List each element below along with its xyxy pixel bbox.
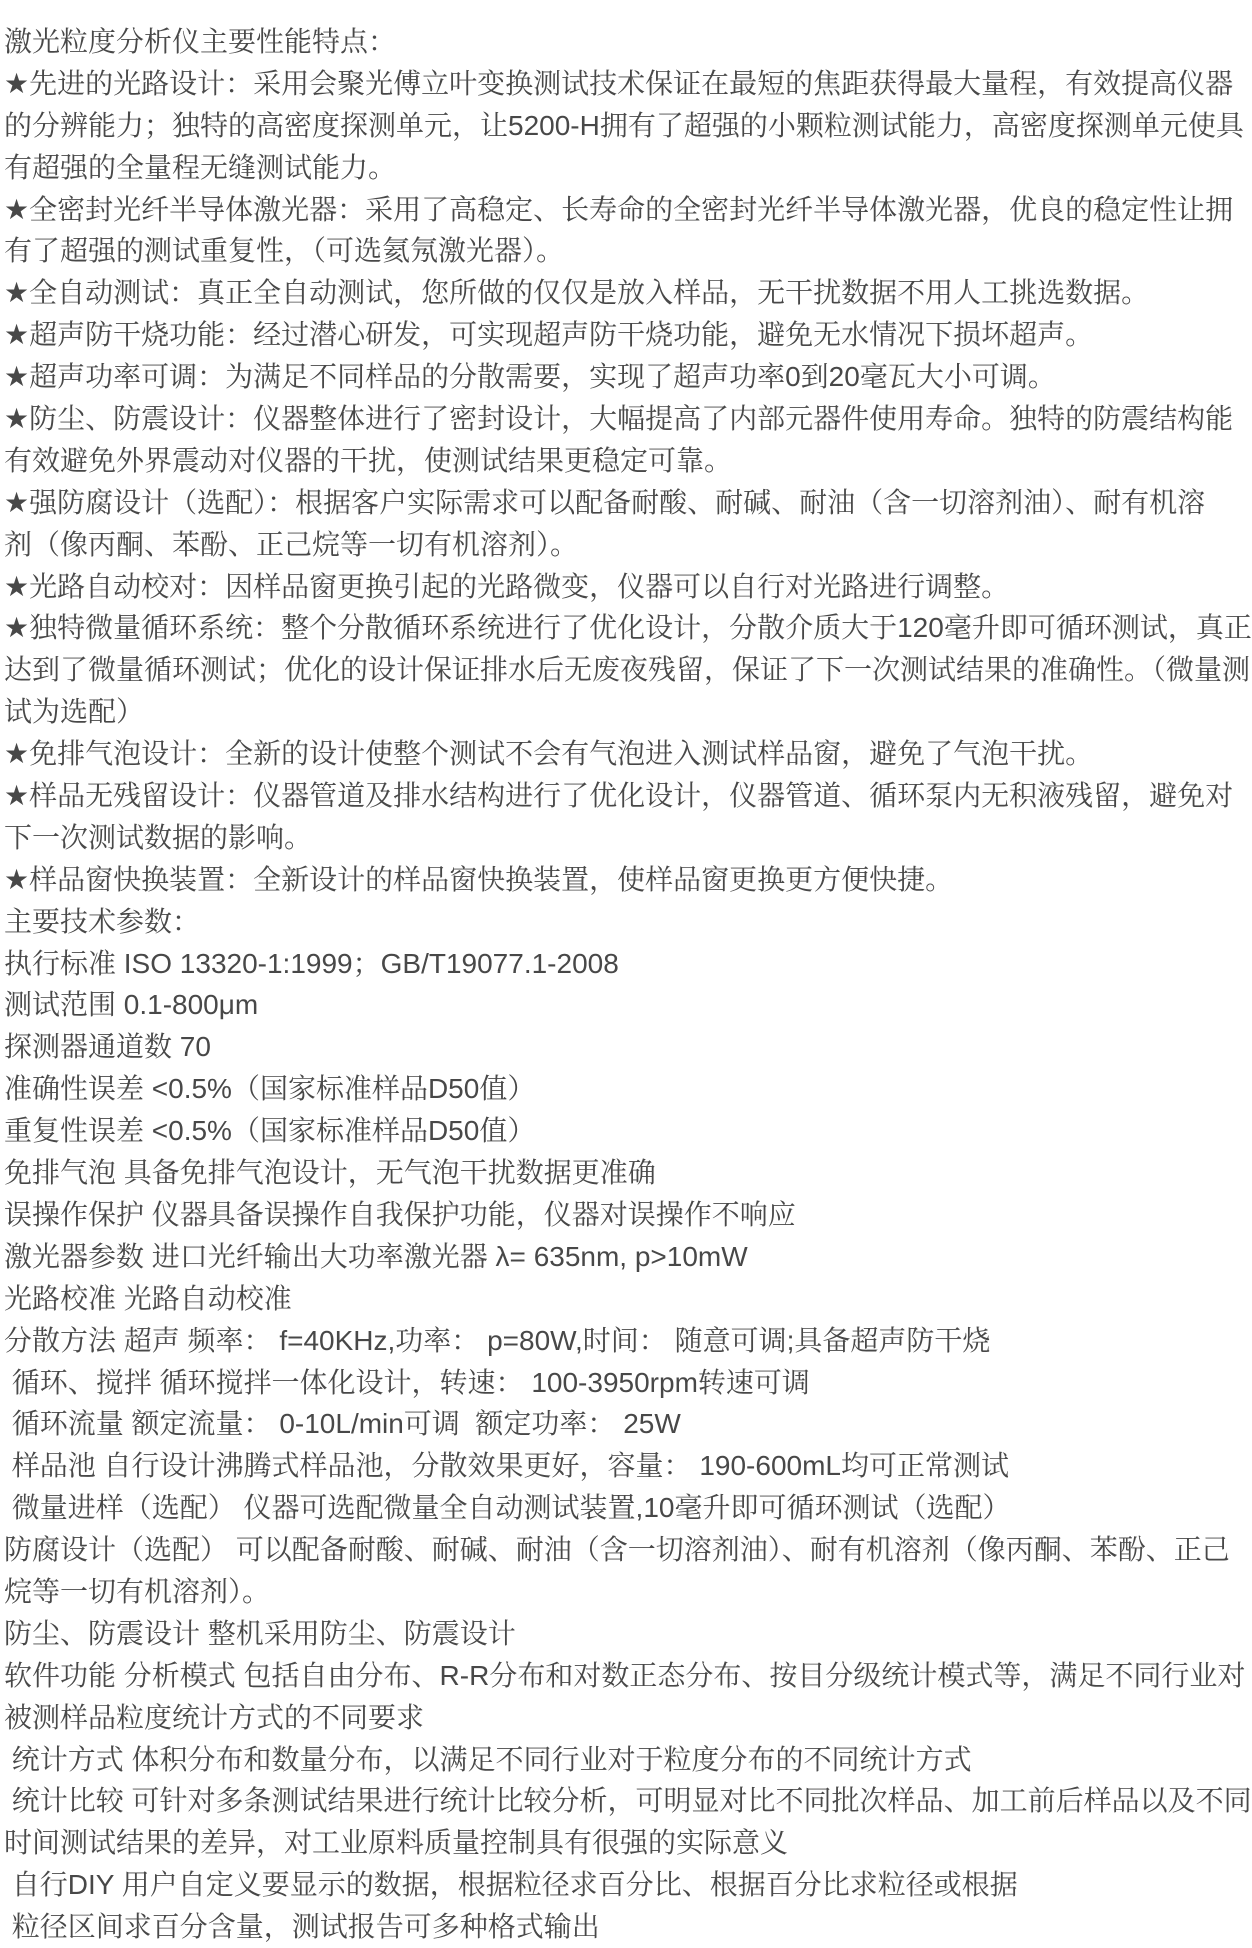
text-line: ★独特微量循环系统：整个分散循环系统进行了优化设计，分散介质大于120毫升即可循环测试，真正 (4, 612, 1252, 644)
text-line: 光路校准 光路自动校准 (4, 1282, 292, 1314)
text-line: ★先进的光路设计：采用会聚光傅立叶变换测试技术保证在最短的焦距获得最大量程，有效提高仪器 (4, 67, 1234, 99)
text-line: 循环、搅拌 循环搅拌一体化设计，转速： 100-3950rpm转速可调 (4, 1366, 810, 1398)
text-line: 的分辨能力；独特的高密度探测单元，让5200-H拥有了超强的小颗粒测试能力，高密度探测单元使具 (4, 109, 1244, 141)
description-text (4, 21, 1252, 1948)
text-line: 防尘、防震设计 整机采用防尘、防震设计 (4, 1617, 516, 1649)
text-line: ★防尘、防震设计：仪器整体进行了密封设计，大幅提高了内部元器件使用寿命。独特的防震结构能 (4, 403, 1234, 435)
text-line: ★超声防干烧功能：经过潜心研发，可实现超声防干烧功能，避免无水情况下损坏超声。 (4, 319, 1094, 351)
text-line: 样品池 自行设计沸腾式样品池，分散效果更好，容量： 190-600mL均可正常测试 (4, 1450, 1009, 1482)
text-line: 免排气泡 具备免排气泡设计，无气泡干扰数据更准确 (4, 1157, 656, 1189)
text-line: 有效避免外界震动对仪器的干扰，使测试结果更稳定可靠。 (4, 444, 733, 476)
text-line: 自行DIY 用户自定义要显示的数据，根据粒径求百分比、根据百分比求粒径或根据 (4, 1869, 1018, 1901)
text-line: ★强防腐设计（选配）：根据客户实际需求可以配备耐酸、耐碱、耐油（含一切溶剂油）、耐有机溶 (4, 486, 1206, 518)
clipped-text-line: 粒径区间求百分含量，测试报告可多种格式输出 (4, 1911, 600, 1943)
text-line: ★全自动测试：真正全自动测试，您所做的仅仅是放入样品，无干扰数据不用人工挑选数据。 (4, 277, 1150, 309)
text-line: 探测器通道数 70 (4, 1031, 211, 1063)
text-line: ★全密封光纤半导体激光器：采用了高稳定、长寿命的全密封光纤半导体激光器，优良的稳定性让拥 (4, 193, 1234, 225)
text-line: ★样品窗快换装置：全新设计的样品窗快换装置，使样品窗更换更方便快捷。 (4, 863, 954, 895)
text-line: 统计方式 体积分布和数量分布，以满足不同行业对于粒度分布的不同统计方式 (4, 1743, 972, 1775)
text-line: 烷等一切有机溶剂）。 (4, 1575, 271, 1607)
text-line: 循环流量 额定流量： 0-10L/min可调 额定功率： 25W (4, 1408, 681, 1440)
text-line: 试为选配） (4, 696, 145, 728)
text-line: 测试范围 0.1-800μm (4, 989, 259, 1021)
text-line: 剂（像丙酮、苯酚、正己烷等一切有机溶剂）。 (4, 528, 579, 560)
text-line: 分散方法 超声 频率： f=40KHz,功率： p=80W,时间： 随意可调;具备超声防干烧 (4, 1324, 991, 1356)
text-line: 软件功能 分析模式 包括自由分布、R-R分布和对数正态分布、按目分级统计模式等，满足不同行业对 (4, 1659, 1246, 1691)
text-line: 重复性误差 <0.5%（国家标准样品D50值） (4, 1115, 536, 1147)
text-line: 有了超强的测试重复性，（可选氦氖激光器）。 (4, 235, 565, 267)
text-line: 统计比较 可针对多条测试结果进行统计比较分析，可明显对比不同批次样品、加工前后样品以及不同 (4, 1785, 1252, 1817)
text-line: ★超声功率可调：为满足不同样品的分散需要，实现了超声功率0到20毫瓦大小可调。 (4, 361, 1056, 393)
text-line: 准确性误差 <0.5%（国家标准样品D50值） (4, 1073, 536, 1105)
text-line: 有超强的全量程无缝测试能力。 (4, 151, 397, 183)
text-line: 被测样品粒度统计方式的不同要求 (4, 1701, 425, 1733)
section-heading: 主要技术参数： (4, 905, 201, 937)
text-line: 执行标准 ISO 13320-1:1999；GB/T19077.1-2008 (4, 947, 619, 979)
text-line: 微量进样（选配） 仪器可选配微量全自动测试装置,10毫升即可循环测试（选配） (4, 1492, 1011, 1524)
text-line: 时间测试结果的差异，对工业原料质量控制具有很强的实际意义 (4, 1827, 789, 1859)
text-line: 激光器参数 进口光纤输出大功率激光器 λ= 635nm, p>10mW (4, 1240, 748, 1272)
text-line: ★免排气泡设计：全新的设计使整个测试不会有气泡进入测试样品窗，避免了气泡干扰。 (4, 738, 1094, 770)
text-line: 达到了微量循环测试；优化的设计保证排水后无废夜残留，保证了下一次测试结果的准确性。（微量测 (4, 654, 1251, 686)
text-line: ★样品无残留设计：仪器管道及排水结构进行了优化设计，仪器管道、循环泵内无积液残留，避免对 (4, 780, 1234, 812)
text-line: 误操作保护 仪器具备误操作自我保护功能，仪器对误操作不响应 (4, 1198, 796, 1230)
section-heading: 激光粒度分析仪主要性能特点： (4, 26, 397, 57)
text-line: ★光路自动校对：因样品窗更换引起的光路微变，仪器可以自行对光路进行调整。 (4, 570, 1010, 602)
text-line: 防腐设计（选配） 可以配备耐酸、耐碱、耐油（含一切溶剂油）、耐有机溶剂（像丙酮、苯酚、正己 (4, 1534, 1230, 1566)
text-line: 下一次测试数据的影响。 (4, 821, 313, 853)
